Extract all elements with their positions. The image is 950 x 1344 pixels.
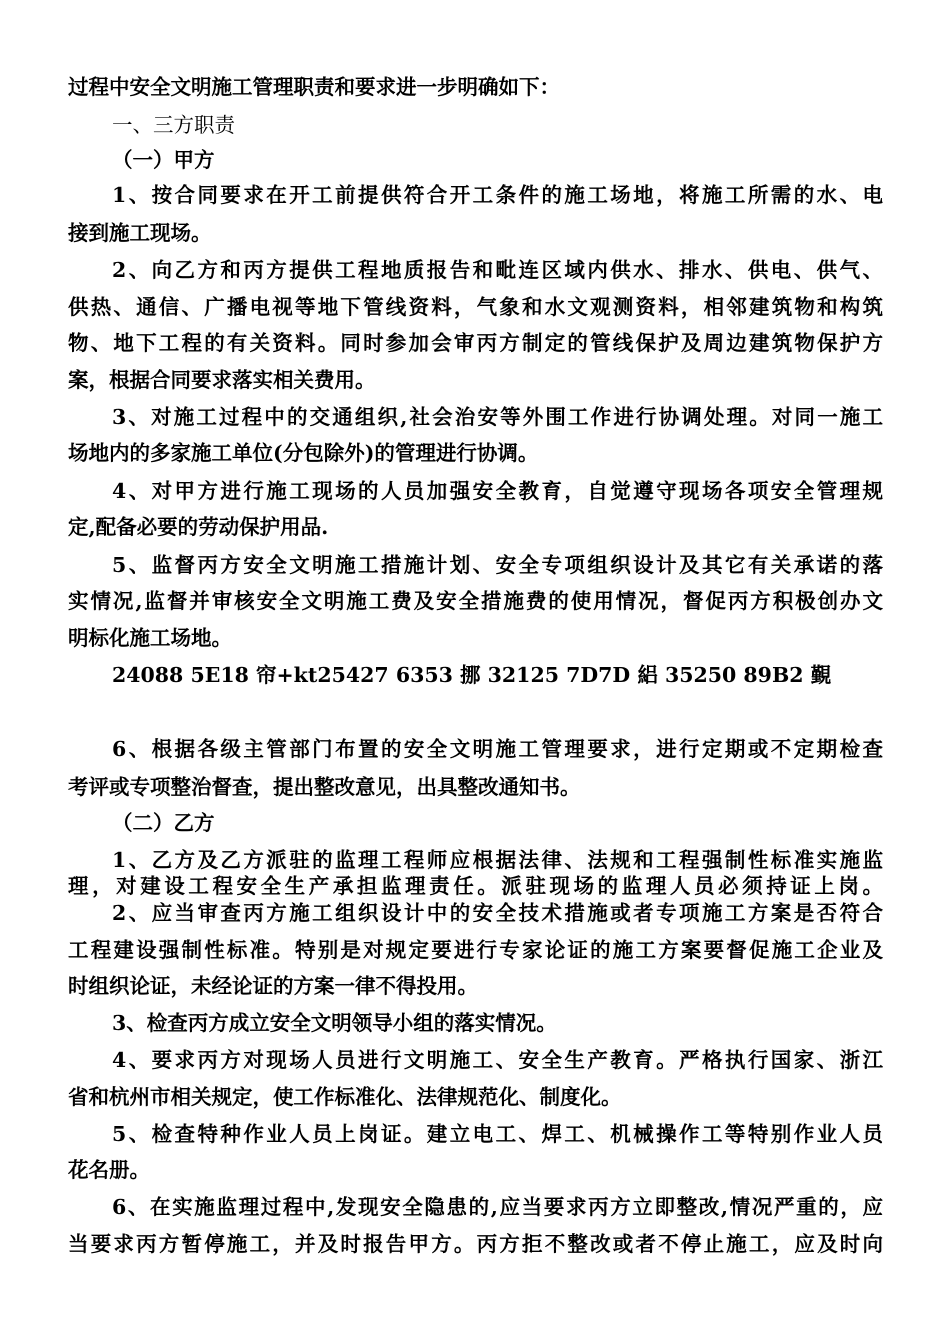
paragraph-line: 6、在实施监理过程中,发现安全隐患的,应当要求丙方立即整改,情况严重的，应 xyxy=(112,1195,883,1219)
paragraph-line: 1、按合同要求在开工前提供符合开工条件的施工场地，将施工所需的水、电 xyxy=(112,183,883,207)
paragraph-line: 案，根据合同要求落实相关费用。 xyxy=(68,368,376,392)
paragraph-line: 4、要求丙方对现场人员进行文明施工、安全生产教育。严格执行国家、浙江 xyxy=(112,1048,883,1072)
paragraph-line: 4、对甲方进行施工现场的人员加强安全教育，自觉遵守现场各项安全管理规 xyxy=(112,479,883,503)
paragraph-line: 3、对施工过程中的交通组织,社会治安等外围工作进行协调处理。对同一施工 xyxy=(112,405,883,429)
subsection-heading-party-b: （二）乙方 xyxy=(112,811,215,835)
paragraph-line: 明标化施工场地。 xyxy=(68,626,232,650)
paragraph-line: 省和杭州市相关规定，使工作标准化、法律规范化、制度化。 xyxy=(68,1085,622,1109)
section-heading-three-party-duties: 一、三方职责 xyxy=(112,113,235,137)
intro-line: 过程中安全文明施工管理职责和要求进一步明确如下： xyxy=(68,75,560,99)
paragraph-line: 5、检查特种作业人员上岗证。建立电工、焊工、机械操作工等特别作业人员 xyxy=(112,1122,883,1146)
paragraph-line: 花名册。 xyxy=(68,1158,150,1182)
paragraph-line: 接到施工现场。 xyxy=(68,221,212,245)
paragraph-line: 场地内的多家施工单位(分包除外)的管理进行协调。 xyxy=(68,441,539,465)
paragraph-line: 当要求丙方暂停施工，并及时报告甲方。丙方拒不整改或者不停止施工，应及时向 xyxy=(68,1232,883,1256)
paragraph-line: 1、乙方及乙方派驻的监理工程师应根据法律、法规和工程强制性标准实施监 xyxy=(112,848,883,872)
paragraph-line: 6、根据各级主管部门布置的安全文明施工管理要求，进行定期或不定期检查 xyxy=(112,737,883,761)
paragraph-line: 考评或专项整治督查，提出整改意见，出具整改通知书。 xyxy=(68,775,581,799)
paragraph-line: 实情况,监督并审核安全文明施工费及安全措施费的使用情况，督促丙方积极创办文 xyxy=(68,589,883,613)
paragraph-line: 理，对建设工程安全生产承担监理责任。派驻现场的监理人员必须持证上岗。 xyxy=(68,874,883,898)
paragraph-line: 物、地下工程的有关资料。同时参加会审丙方制定的管线保护及周边建筑物保护方 xyxy=(68,331,883,355)
paragraph-line: 供热、通信、广播电视等地下管线资料，气象和水文观测资料，相邻建筑物和构筑 xyxy=(68,295,883,319)
subsection-heading-party-a: （一）甲方 xyxy=(112,148,215,172)
paragraph-line: 时组织论证，未经论证的方案一律不得投用。 xyxy=(68,974,478,998)
paragraph-line: 工程建设强制性标准。特别是对规定要进行专家论证的施工方案要督促施工企业及 xyxy=(68,938,883,962)
paragraph-line: 2、向乙方和丙方提供工程地质报告和毗连区域内供水、排水、供电、供气、 xyxy=(112,258,883,282)
paragraph-line: 定,配备必要的劳动保护用品. xyxy=(68,515,329,539)
paragraph-line: 2、应当审查丙方施工组织设计中的安全技术措施或者专项施工方案是否符合 xyxy=(112,901,883,925)
paragraph-line: 3、检查丙方成立安全文明领导小组的落实情况。 xyxy=(112,1011,557,1035)
paragraph-line: 5、监督丙方安全文明施工措施计划、安全专项组织设计及其它有关承诺的落 xyxy=(112,553,883,577)
garbled-code-line: 24088 5E18 帘+kt25427 6353 挪 32125 7D7D 絽 35250 89B2 覲 xyxy=(112,663,832,687)
